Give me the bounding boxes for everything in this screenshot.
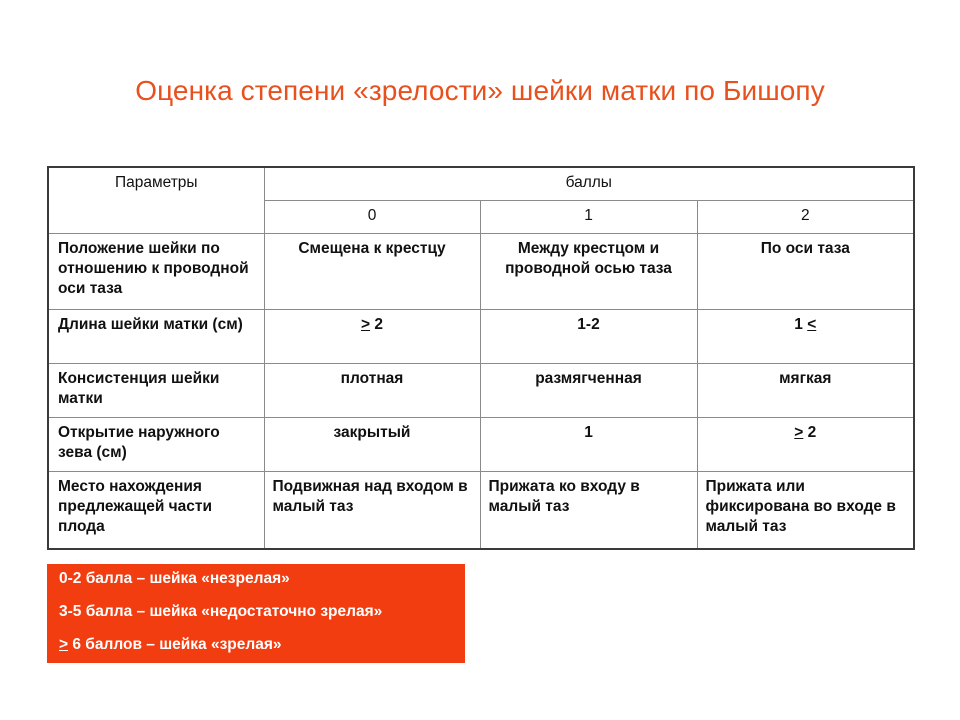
param-cell: Положение шейки по отношению к проводной оси таза [48,233,264,309]
table-row-length [48,309,914,363]
table-row-consistency [48,363,914,417]
param-header-cell: Параметры [48,167,264,233]
score-1-cell: 1-2 [480,309,697,363]
bishop-score-table [47,166,915,550]
score-column-1: 1 [480,200,697,233]
score-1-cell: 1 [480,417,697,471]
score-2-cell [697,309,914,363]
gte-sign: > [794,423,804,441]
table-row-presenting-part [48,471,914,549]
score-0-cell: закрытый [264,417,480,471]
cell-value: 1 [794,315,808,333]
cell-value: 2 [370,315,383,333]
param-cell: Консистенция шейки матки [48,363,264,417]
param-cell: Место нахождения предлежащей части плода [48,471,264,549]
score-0-cell: Смещена к крестцу [264,233,480,309]
table-row-dilation [48,417,914,471]
page-title: Оценка степени «зрелости» шейки матки по Бишопу [135,75,825,106]
legend-text: 6 баллов – шейка «зрелая» [68,636,282,653]
gte-sign: > [59,636,69,653]
param-cell: Длина шейки матки (см) [48,309,264,363]
score-1-cell: Между крестцом и проводной осью таза [480,233,697,309]
score-column-0: 0 [264,200,480,233]
legend-line-mature [59,635,453,655]
score-1-cell: Прижата ко входу в малый таз [480,471,697,549]
gte-sign: > [361,315,371,333]
cell-value: 2 [803,423,817,441]
score-2-cell: По оси таза [697,233,914,309]
param-cell: Открытие наружного зева (см) [48,417,264,471]
table-header-row [48,167,914,200]
score-2-cell [697,417,914,471]
score-0-cell: Подвижная над входом в малый таз [264,471,480,549]
lte-sign: < [807,315,817,333]
score-column-2: 2 [697,200,914,233]
score-2-cell: Прижата или фиксирована во входе в малый таз [697,471,914,549]
score-2-cell: мягкая [697,363,914,417]
score-1-cell: размягченная [480,363,697,417]
scores-header-cell: баллы [264,167,914,200]
score-0-cell: плотная [264,363,480,417]
table-row-position [48,233,914,309]
legend-line-immature: 0-2 балла – шейка «незрелая» [59,570,290,587]
score-legend-box [47,564,465,663]
score-0-cell [264,309,480,363]
legend-line-insufficiently-mature: 3-5 балла – шейка «недостаточно зрелая» [59,603,383,620]
